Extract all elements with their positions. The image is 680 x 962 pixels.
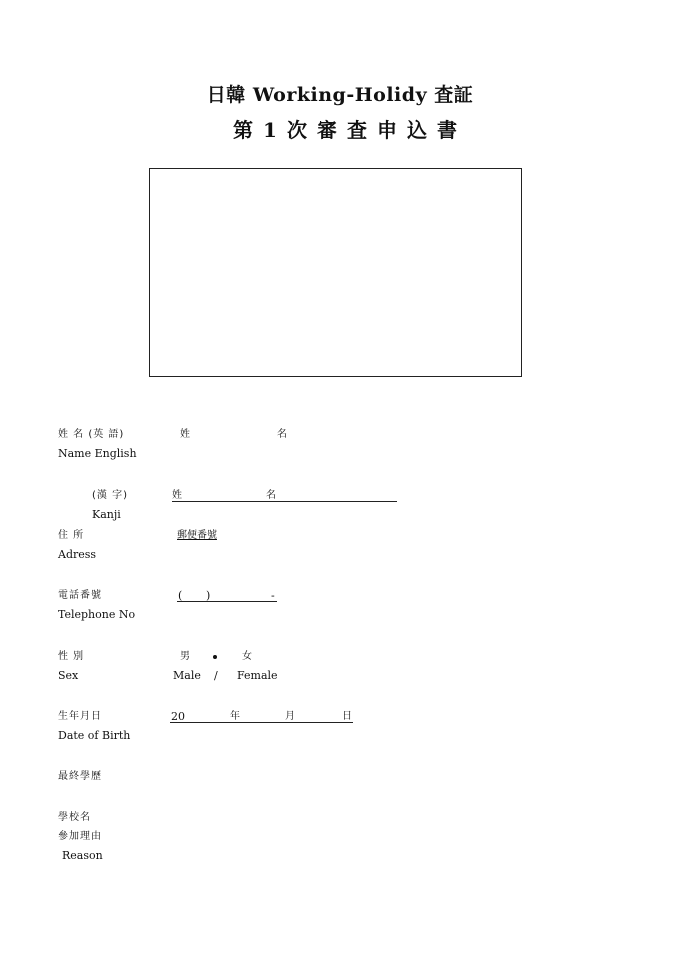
name-kanji-surname-label: 姓 — [172, 490, 183, 501]
name-kanji-label-en: Kanji — [92, 508, 121, 521]
school-name-label-jp: 學校名 — [58, 812, 91, 823]
reason-label-en: Reason — [62, 849, 103, 862]
sex-male-en: Male — [173, 669, 201, 682]
postal-code-label: 郵便番號 — [177, 530, 217, 541]
dob-month-label: 月 — [285, 711, 296, 722]
form-subtitle: 第1次審査申込書 — [233, 118, 467, 142]
address-label-jp: 住 所 — [58, 530, 85, 541]
dob-year-label: 年 — [230, 711, 241, 722]
telephone-dash: - — [271, 589, 275, 602]
dob-label-jp: 生年月日 — [58, 711, 102, 722]
sex-female-jp: 女 — [242, 651, 253, 662]
address-label-en: Adress — [58, 548, 97, 561]
telephone-paren-open: ( — [178, 589, 183, 602]
dob-label-en: Date of Birth — [58, 729, 131, 742]
bullet-icon — [213, 655, 217, 659]
form-title: 日韓 Working-Holidy 査証 — [206, 84, 474, 106]
sex-label-en: Sex — [58, 669, 79, 682]
name-english-label-jp: 姓 名 (英 語) — [58, 429, 125, 440]
name-english-given-label: 名 — [277, 429, 288, 440]
sex-slash: / — [214, 669, 218, 682]
sex-label-jp: 性 別 — [58, 651, 85, 662]
dob-day-label: 日 — [342, 711, 353, 722]
telephone-label-jp: 電話番號 — [58, 590, 102, 601]
name-kanji-underline — [172, 501, 397, 502]
name-english-label-en: Name English — [58, 447, 137, 460]
telephone-underline — [177, 601, 277, 602]
name-kanji-given-label: 名 — [266, 490, 277, 501]
name-kanji-label-jp: (漢 字) — [92, 490, 128, 501]
reason-label-jp: 參加理由 — [58, 831, 102, 842]
photo-box — [149, 168, 522, 377]
dob-underline — [170, 722, 353, 723]
sex-male-jp: 男 — [180, 651, 191, 662]
telephone-label-en: Telephone No — [58, 608, 136, 621]
telephone-paren-close: ) — [206, 589, 211, 602]
dob-year-prefix: 20 — [171, 710, 185, 723]
name-english-surname-label: 姓 — [180, 429, 191, 440]
sex-female-en: Female — [237, 669, 278, 682]
education-label-jp: 最終學歷 — [58, 771, 102, 782]
